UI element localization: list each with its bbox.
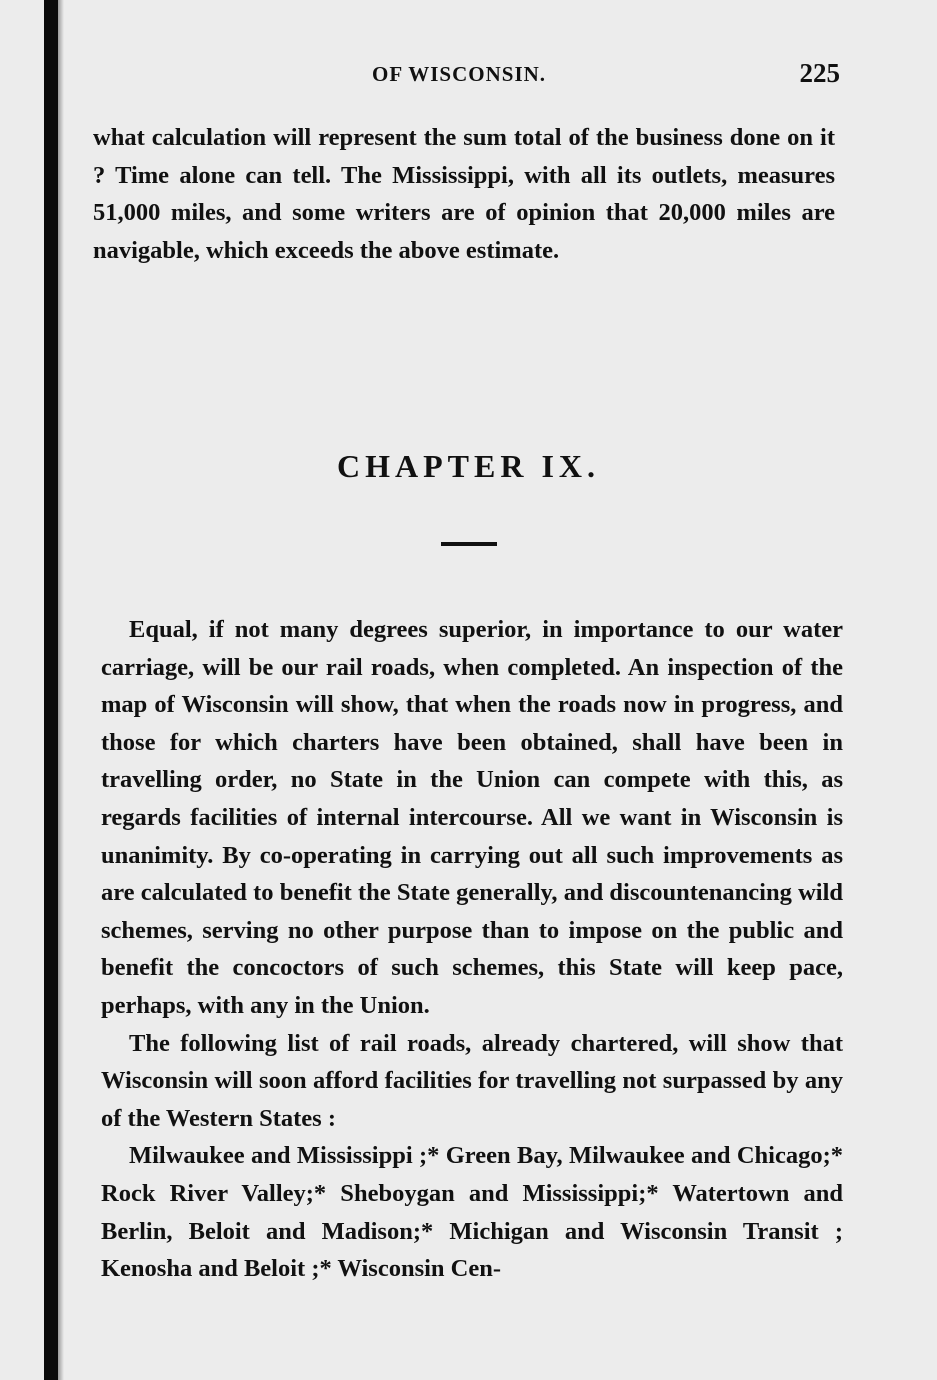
paragraph: The following list of rail roads, already chartered, will show that Wisconsin will soon afford facilities for travelling not surpassed by any of the Western States : (101, 1029, 843, 1132)
chapter-heading: CHAPTER IX. (336, 448, 600, 484)
page-number: 225 (799, 58, 840, 88)
chapter-rule (441, 542, 497, 546)
paragraph: Milwaukee and Mississippi ;* Green Bay, Milwaukee and Chicago;* Rock River Valley;* Sheboygan and Mississippi;* Watertown and Berlin, Beloit and Madison;* Michigan and Wisconsin Transit ; Kenosha and Beloit ;* Wisconsin Cen- (101, 1142, 843, 1283)
paragraph: Equal, if not many degrees superior, in importance to our water carriage, will be our rail roads, when completed. An inspection of the map of Wisconsin will show, that when the roads now in progress, and those for which charters have been obtained, shall have been in travelling order, no State in the Union can compete with this, as regards facilities of internal intercourse. All we want in Wisconsin is unanimity. By co-operating in carrying out all such improvements as are calculated to benefit the State generally, and discountenancing wild schemes, serving no other purpose than to impose on the public and benefit the concoctors of such schemes, this State will keep pace, perhaps, with any in the Union. (101, 616, 843, 1019)
chapter-body (101, 611, 843, 1288)
binding-shadow (58, 0, 64, 1380)
binding-edge (44, 0, 58, 1380)
continued-paragraph (93, 119, 835, 269)
paragraph: what calculation will represent the sum total of the business done on it ? Time alone can tell. The Mississippi, with all its outlets, measures 51,000 miles, and some writers are of opinion that 20,000 miles are navigable, which exceeds the above estimate. (93, 124, 835, 264)
page-header (92, 58, 852, 94)
running-head: OF WISCONSIN. (372, 62, 547, 86)
